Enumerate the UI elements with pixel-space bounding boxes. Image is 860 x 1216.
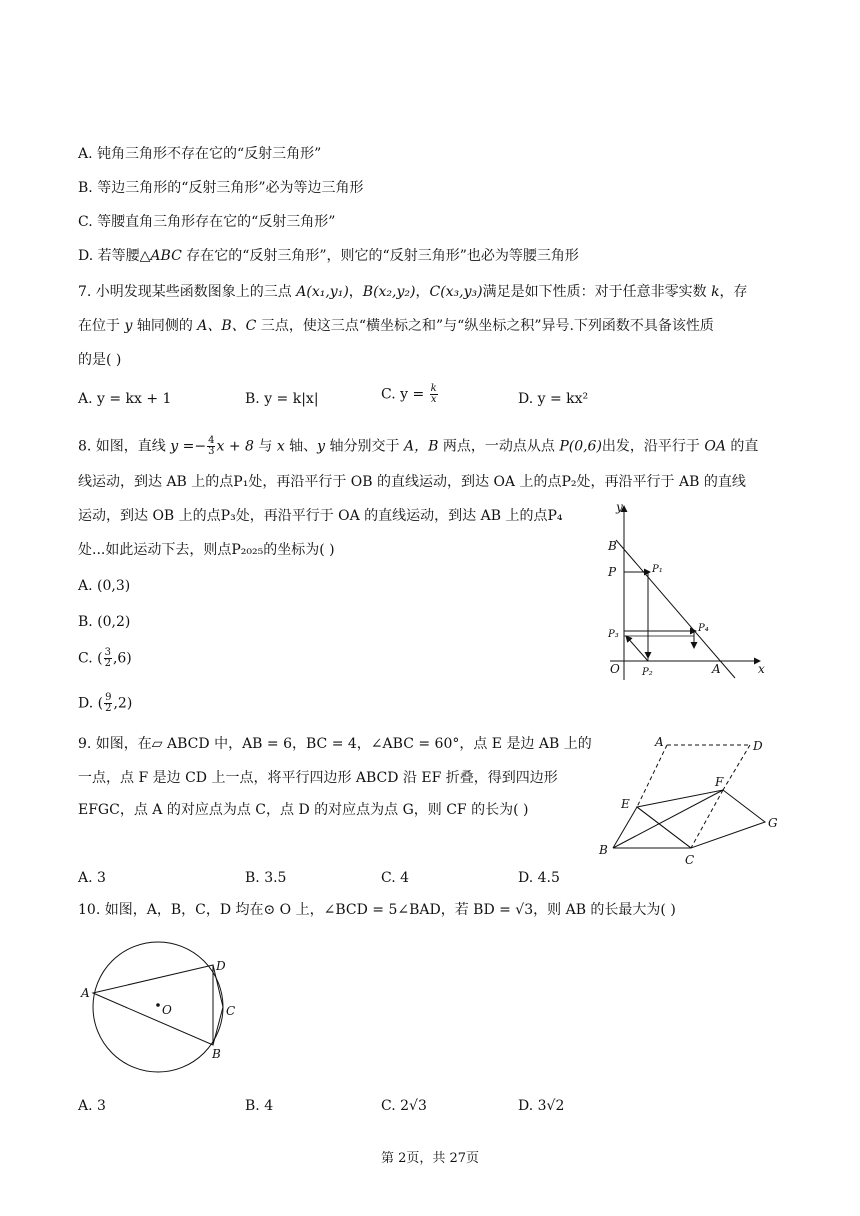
label-c: C [226, 1004, 236, 1018]
label-p2: P₂ [642, 667, 653, 678]
q9-option-d: D. 4.5 [518, 870, 560, 886]
label-p4: P₄ [698, 623, 709, 634]
label-d: D [753, 739, 763, 753]
label-b: B [599, 843, 608, 857]
q8-option-b: B. (0,2) [78, 614, 131, 630]
label-p1: P₁ [652, 564, 663, 575]
q6-option-d: D. 若等腰△ABC 存在它的“反射三角形”，则它的“反射三角形”也必为等腰三角形 [78, 248, 579, 264]
q7-option-a: A. y = kx + 1 [78, 391, 172, 407]
label-g: G [768, 816, 778, 830]
q8-line-1: 8. 如图，直线 y =− $\frac{4}{3}$ x + 8 与 x 轴、y 轴分别交于 A，B 两点，一动点从点 P(0,6)出发，沿平行于 OA 的直 [78, 435, 759, 457]
quad-efgc [637, 790, 765, 848]
label-o: O [162, 1003, 172, 1017]
label-b: B [212, 1047, 221, 1061]
q8-line-3: 运动，到达 OB 上的点P₃处，再沿平行于 OA 的直线运动，到达 AB 上的点P₄ [78, 508, 563, 524]
label-b: B [608, 539, 617, 553]
q10-option-b: B. 4 [245, 1098, 274, 1114]
q6-option-a: A. 钝角三角形不存在它的“反射三角形” [78, 146, 322, 162]
q8-line-4: 处...如此运动下去，则点P₂₀₂₅的坐标为( ) [78, 542, 335, 558]
q6-option-b: B. 等边三角形的“反射三角形”必为等边三角形 [78, 180, 364, 196]
q6-option-c: C. 等腰直角三角形存在它的“反射三角形” [78, 214, 336, 230]
q10-option-a: A. 3 [78, 1098, 106, 1114]
q9-option-c: C. 4 [381, 870, 410, 886]
q10-option-c: C. 2√3 [381, 1098, 427, 1114]
q9-option-b: B. 3.5 [245, 870, 287, 886]
q9-option-a: A. 3 [78, 870, 106, 886]
label-p: P [608, 565, 617, 579]
triangle-abd [93, 965, 213, 1045]
q8-line-2: 线运动，到达 AB 上的点P₁处，再沿平行于 OB 的直线运动，到达 OA 上的点P₂处，再沿平行于 AB 的直线 [78, 474, 746, 490]
q9-line-2: 一点，点 F 是边 CD 上一点，将平行四边形 ABCD 沿 EF 折叠，得到四边形 [78, 770, 558, 786]
path-p2-p3 [626, 636, 648, 661]
edge-df [723, 745, 750, 790]
q7-option-c: C. y = $\frac{k}{x}$ [381, 383, 437, 405]
q8-option-d: D. ( $\frac{9}{2}$ ,2) [78, 692, 133, 714]
q8-option-a: A. (0,3) [78, 578, 131, 594]
label-d: D [216, 959, 226, 973]
q9-line-3: EFGC，点 A 的对应点为点 C，点 D 的对应点为点 G，则 CF 的长为( ) [78, 802, 529, 818]
q9-line-1: 9. 如图，在▱ ABCD 中，AB = 6，BC = 4，∠ABC = 60°，点 E 是边 AB 上的 [78, 736, 592, 752]
edge-ae [637, 745, 667, 807]
label-f: F [715, 775, 724, 789]
circle-o [93, 942, 223, 1072]
q10-figure [78, 935, 248, 1085]
q7-line-3: 的是( ) [78, 352, 122, 368]
q8-option-c: C. ( $\frac{3}{2}$ ,6) [78, 647, 132, 669]
q7-line-2: 在位于 y 轴同侧的 A、B、C 三点，使这三点“横坐标之和”与“纵坐标之积”异号.下列函数不具备该性质 [78, 318, 714, 334]
line-ab [616, 540, 735, 678]
page-footer: 第 2页，共 27页 [380, 1151, 480, 1166]
q8-figure [600, 500, 780, 685]
q10-line-1: 10. 如图，A，B，C，D 均在⊙ O 上，∠BCD = 5∠BAD，若 BD = √3，则 AB 的长最大为( ) [78, 902, 676, 918]
q9-figure [595, 730, 785, 870]
q7-option-d: D. y = kx² [518, 391, 589, 407]
label-o: O [610, 662, 620, 676]
label-p3: P₃ [608, 629, 619, 640]
label-a: A [81, 986, 90, 1000]
label-a: A [712, 662, 721, 676]
label-e: E [621, 797, 630, 811]
label-c: C [685, 853, 695, 867]
q10-option-d: D. 3√2 [518, 1098, 565, 1114]
q7-option-b: B. y = k|x| [245, 391, 319, 407]
q7-line-1: 7. 小明发现某些函数图象上的三点 A(x₁,y₁)，B(x₂,y₂)，C(x₃,y₃)满足是如下性质：对于任意非零实数 k，存 [78, 284, 748, 300]
edge-ec [637, 807, 691, 848]
center-dot [156, 1003, 160, 1007]
label-x: x [758, 662, 765, 676]
label-y: y [616, 500, 623, 514]
label-a: A [655, 735, 664, 749]
